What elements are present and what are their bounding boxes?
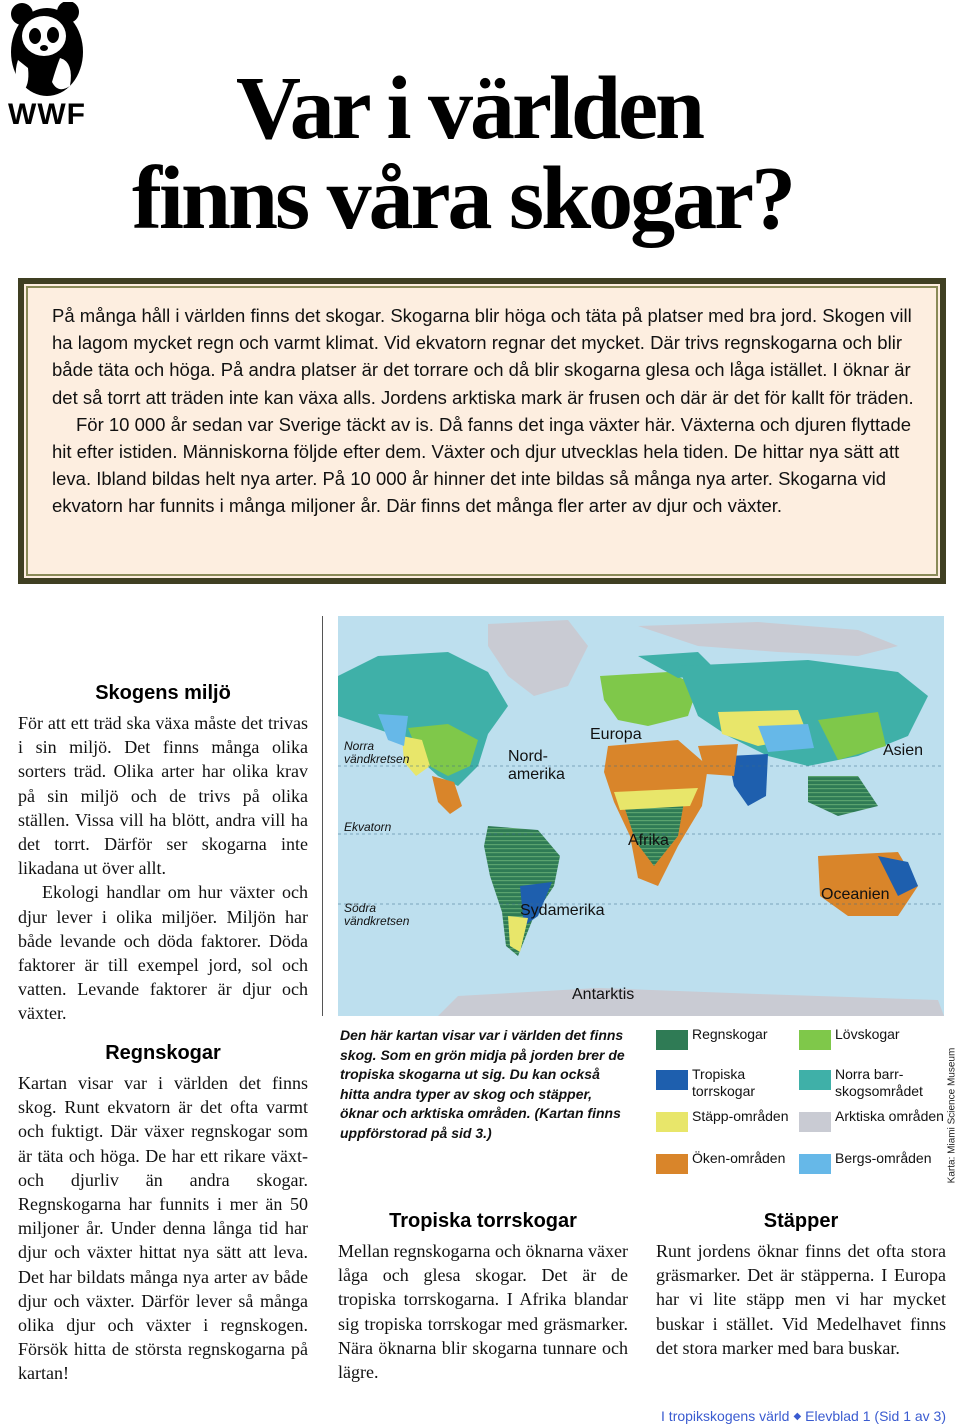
panda-icon <box>4 2 90 98</box>
southeast-asia-rain <box>808 776 878 816</box>
greenland-arctic <box>488 620 588 696</box>
map-credit: Karta: Miami Science Museum <box>946 1047 958 1184</box>
legend-label: Stäpp-områden <box>692 1108 789 1124</box>
skogens-miljo-heading: Skogens miljö <box>95 682 231 704</box>
legend-item <box>656 1026 801 1066</box>
footer-series: I tropikskogens värld <box>661 1408 790 1424</box>
skogens-miljo-paragraph-1: För att ett träd ska växa måste det trivas i sin miljö. Det finns många olika sorters träd. Olika arter har olika krav på sin miljö och de trivs på olika ställen. Vissa vill ha blött, andra vill ha det torrt. Därför ser skogarna inte likadana ut över allt. <box>18 713 308 879</box>
legend-label: Regnskogar <box>692 1026 768 1042</box>
section-regnskogar <box>18 1042 308 1386</box>
legend-label: Lövskogar <box>835 1026 900 1042</box>
label-asien: Asien <box>883 742 924 759</box>
legend-swatch <box>799 1030 831 1050</box>
label-antarktis: Antarktis <box>572 986 635 1003</box>
label-sodra-vandkretsen: Södra vändkretsen <box>344 901 410 928</box>
antarctica-arctic <box>438 988 944 1016</box>
label-nordamerika: Nord- amerika <box>508 748 565 783</box>
label-oceanien: Oceanien <box>821 886 890 903</box>
legend-swatch <box>799 1070 831 1090</box>
page-footer <box>661 1408 946 1424</box>
label-sydamerika: Sydamerika <box>520 902 605 919</box>
legend-label: Tropiska torrskogar <box>692 1066 756 1099</box>
north-arctic <box>638 622 898 656</box>
legend-item <box>656 1150 801 1190</box>
title-line-1: Var i världen <box>236 59 703 158</box>
label-ekvatorn: Ekvatorn <box>344 820 392 834</box>
tropiska-heading: Tropiska torrskogar <box>389 1210 577 1232</box>
legend-swatch <box>656 1154 688 1174</box>
legend-item <box>799 1066 944 1106</box>
stapper-paragraph: Runt jordens öknar finns det ofta stora gräsmarker. Det är stäpperna. I Europa har vi lite stäpp men vi har mycket buskar i stället. Vid Medelhavet finns det stora marker med bara buskar. <box>656 1241 946 1358</box>
intro-box <box>18 278 946 584</box>
world-map-graphic <box>338 616 944 1016</box>
himalaya-mountains <box>758 724 814 752</box>
legend-swatch <box>799 1112 831 1132</box>
wwf-logo <box>4 2 90 132</box>
map-caption: Den här kartan visar var i världen det finns skog. Som en grön midja på jorden brer de tropiska skogarna ut sig. Du kan också hitta andra typer av skog och stäpper, öknar och arktiska områden. (Kartan finns uppförstorad på sid 3.) <box>340 1027 625 1141</box>
legend-label: Norra barr-skogsområdet <box>835 1066 923 1099</box>
legend-label: Öken-områden <box>692 1150 786 1166</box>
map-legend <box>656 1026 946 1186</box>
legend-item <box>799 1026 944 1066</box>
regnskogar-paragraph: Kartan visar var i världen det finns skog. Runt ekvatorn är det ofta varmt och fuktigt. Där växer regnskogar som är täta och höga. De har ett rikare växt- och djurliv än andra skogar. Regnskogarna har funnits i mer än 50 miljoner år. Under denna långa tid har djur och växter hittat nya sätt att leva. Det har bildats många nya arter av både djur och växter. Därför lever så många olika djur och växter i regnskogen. Försök hitta de största regnskogarna på kartan! <box>18 1073 308 1384</box>
europe-land <box>600 672 698 726</box>
label-afrika: Afrika <box>628 832 669 849</box>
legend-item <box>799 1150 944 1190</box>
legend-swatch <box>656 1030 688 1050</box>
legend-item <box>656 1066 801 1106</box>
title-line-2: finns våra skogar? <box>132 149 794 248</box>
intro-paragraph-2: För 10 000 år sedan var Sverige täckt av is. Då fanns det inga växter här. Växterna och djuren flyttade hit efter istiden. Människorna följde efter dem. Växter och djur utvecklas hela tiden. De hittar nya sätt att leva. Ibland bildas helt nya arter. På 10 000 år hinner det inte bildas så många nya arter. Skogarna vid ekvatorn har funnits i många miljoner år. Där finns det många fler arter av djur och växter. <box>52 413 912 517</box>
legend-swatch <box>799 1154 831 1174</box>
label-europa: Europa <box>590 726 642 743</box>
regnskogar-heading: Regnskogar <box>105 1042 221 1064</box>
legend-item <box>656 1108 801 1148</box>
column-divider <box>322 616 323 1016</box>
world-forest-map <box>338 616 944 1016</box>
stapper-heading: Stäpper <box>763 1210 839 1232</box>
label-norra-vandkretsen: Norra vändkretsen <box>344 739 410 766</box>
legend-label: Bergs-områden <box>835 1150 932 1166</box>
skogens-miljo-paragraph-2: Ekologi handlar om hur växter och djur lever i olika miljöer. Miljön har både levande och döda faktorer. Döda faktorer är till exempel jord, sol och vatten. Levande faktorer är djur och växter. <box>18 882 308 1024</box>
section-skogens-miljo <box>18 682 308 1026</box>
legend-swatch <box>656 1070 688 1090</box>
section-stapper <box>656 1210 946 1360</box>
legend-swatch <box>656 1112 688 1132</box>
tropiska-paragraph: Mellan regnskogarna och öknarna växer låga och glesa skogar. Det är de tropiska torrskogarna. I Afrika blandar sig tropiska torrskogar med gräsmarker. Nära öknarna blir skogarna tunnare och lägre. <box>338 1241 628 1383</box>
intro-text <box>52 302 922 520</box>
page-title <box>132 59 932 248</box>
footer-page: Elevblad 1 (Sid 1 av 3) <box>805 1408 946 1424</box>
intro-paragraph-1: På många håll i världen finns det skogar. Skogarna blir höga och täta på platser med bra jord. Skogen vill ha lagom mycket regn och varmt klimat. Vid ekvatorn regnar det mycket. Där trivs regnskogarna och blir både täta och höga. På andra platser är det torrare och då blir skogarna glesa och låga istället. I öknar är det så torrt att träden inte kan växa alls. Jordens arktiska mark är frusen och där är det för kallt för träden. <box>52 305 914 408</box>
legend-label: Arktiska områden <box>835 1108 944 1124</box>
wwf-wordmark: WWF <box>8 98 86 131</box>
section-tropiska-torrskogar <box>338 1210 628 1384</box>
diamond-icon: ◆ <box>793 1411 802 1422</box>
legend-item <box>799 1108 944 1148</box>
